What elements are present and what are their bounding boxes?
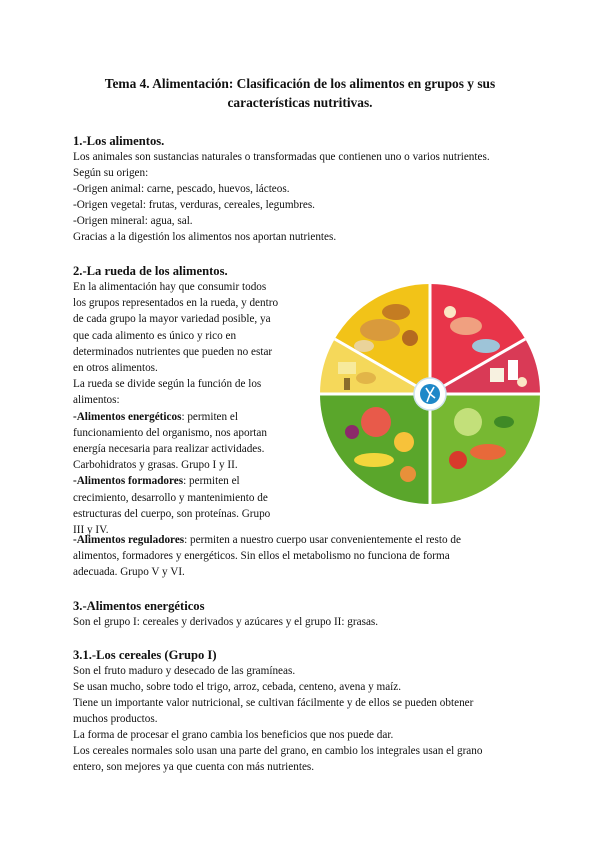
page-title bbox=[60, 74, 540, 112]
formadores-label: -Alimentos formadores bbox=[73, 475, 184, 488]
section-3-heading: 3.-Alimentos energéticos bbox=[73, 599, 205, 613]
energeticos-line bbox=[73, 409, 321, 425]
reguladores-text: : permiten a nuestro cuerpo usar convenientemente el resto de bbox=[184, 534, 461, 546]
reguladores-block bbox=[73, 532, 543, 580]
section-2-text: La rueda se divide según la función de los bbox=[73, 378, 262, 391]
section-2-text: crecimiento, desarrollo y mantenimiento de bbox=[73, 491, 268, 504]
section-2-text: en otros alimentos. bbox=[73, 362, 158, 375]
section-31-text: La forma de procesar el grano cambia los beneficios que nos puede dar. bbox=[73, 729, 394, 741]
section-1-text: -Origen mineral: agua, sal. bbox=[73, 215, 193, 227]
section-3-text: Son el grupo I: cereales y derivados y azúcares y el grupo II: grasas. bbox=[73, 616, 379, 628]
section-2-text: En la alimentación hay que consumir todos bbox=[73, 281, 267, 293]
section-1-text: -Origen vegetal: frutas, verduras, cereales, legumbres. bbox=[73, 199, 315, 211]
section-2-text: de cada grupo la mayor variedad posible, ya bbox=[73, 313, 271, 326]
section-31-text: muchos productos. bbox=[73, 713, 158, 725]
section-31-text: entero, son mejores ya que cuenta con más nutrientes. bbox=[73, 761, 315, 773]
section-1-heading: 1.-Los alimentos. bbox=[73, 134, 165, 148]
section-31-text: Los cereales normales solo usan una parte del grano, en cambio los integrales usan el grano bbox=[73, 745, 483, 757]
section-alimentos bbox=[73, 133, 543, 245]
section-cereales bbox=[73, 647, 543, 775]
reguladores-label: -Alimentos reguladores bbox=[73, 534, 185, 546]
section-2-text: adecuada. Grupo V y VI. bbox=[73, 566, 185, 578]
section-31-text: Se usan mucho, sobre todo el trigo, arroz, cebada, centeno, avena y maíz. bbox=[73, 681, 402, 693]
section-2-text: alimentos: bbox=[73, 394, 120, 407]
formadores-line bbox=[73, 473, 321, 489]
section-1-text: Los animales son sustancias naturales o transformadas que contienen uno o varios nutrientes. bbox=[73, 151, 490, 163]
title-line-1: Tema 4. Alimentación: Clasificación de los alimentos en grupos y sus bbox=[104, 76, 496, 91]
section-1-text: -Origen animal: carne, pescado, huevos, lácteos. bbox=[73, 183, 290, 195]
section-rueda bbox=[73, 263, 321, 538]
energeticos-label: -Alimentos energéticos bbox=[73, 410, 182, 423]
section-2-text: los grupos representados en la rueda, y dentro bbox=[73, 297, 279, 310]
section-2-text: Carbohidratos y grasas. Grupo I y II. bbox=[73, 459, 238, 472]
section-2-text: estructuras del cuerpo, son proteínas. Grupo bbox=[73, 507, 271, 520]
section-2-text: energía necesaria para realizar actividades. bbox=[73, 443, 265, 456]
food-wheel-icon bbox=[318, 282, 542, 506]
section-2-text: III y IV. bbox=[73, 524, 109, 537]
section-2-text: determinados nutrientes que pueden no estar bbox=[73, 345, 273, 358]
title-line-2: características nutritivas. bbox=[227, 95, 373, 110]
section-2-text: alimentos, formadores y energéticos. Sin ellos el metabolismo no funciona de forma bbox=[73, 550, 450, 562]
section-2-text: que cada alimento es único y rico en bbox=[73, 329, 237, 342]
section-2-heading: 2.-La rueda de los alimentos. bbox=[73, 264, 228, 278]
reguladores-line bbox=[73, 532, 543, 548]
formadores-text: : permiten el bbox=[183, 475, 240, 488]
energeticos-text: : permiten el bbox=[181, 410, 238, 423]
section-1-text: Según su origen: bbox=[73, 167, 149, 179]
section-energeticos bbox=[73, 598, 543, 630]
section-31-text: Son el fruto maduro y desecado de las gramíneas. bbox=[73, 665, 296, 677]
section-31-text: Tiene un importante valor nutricional, se cultivan fácilmente y de ellos se pueden obtener bbox=[73, 697, 474, 709]
section-31-heading: 3.1.-Los cereales (Grupo I) bbox=[73, 648, 217, 662]
section-1-text: Gracias a la digestión los alimentos nos aportan nutrientes. bbox=[73, 231, 337, 243]
section-2-text: funcionamiento del organismo, nos aportan bbox=[73, 426, 267, 439]
